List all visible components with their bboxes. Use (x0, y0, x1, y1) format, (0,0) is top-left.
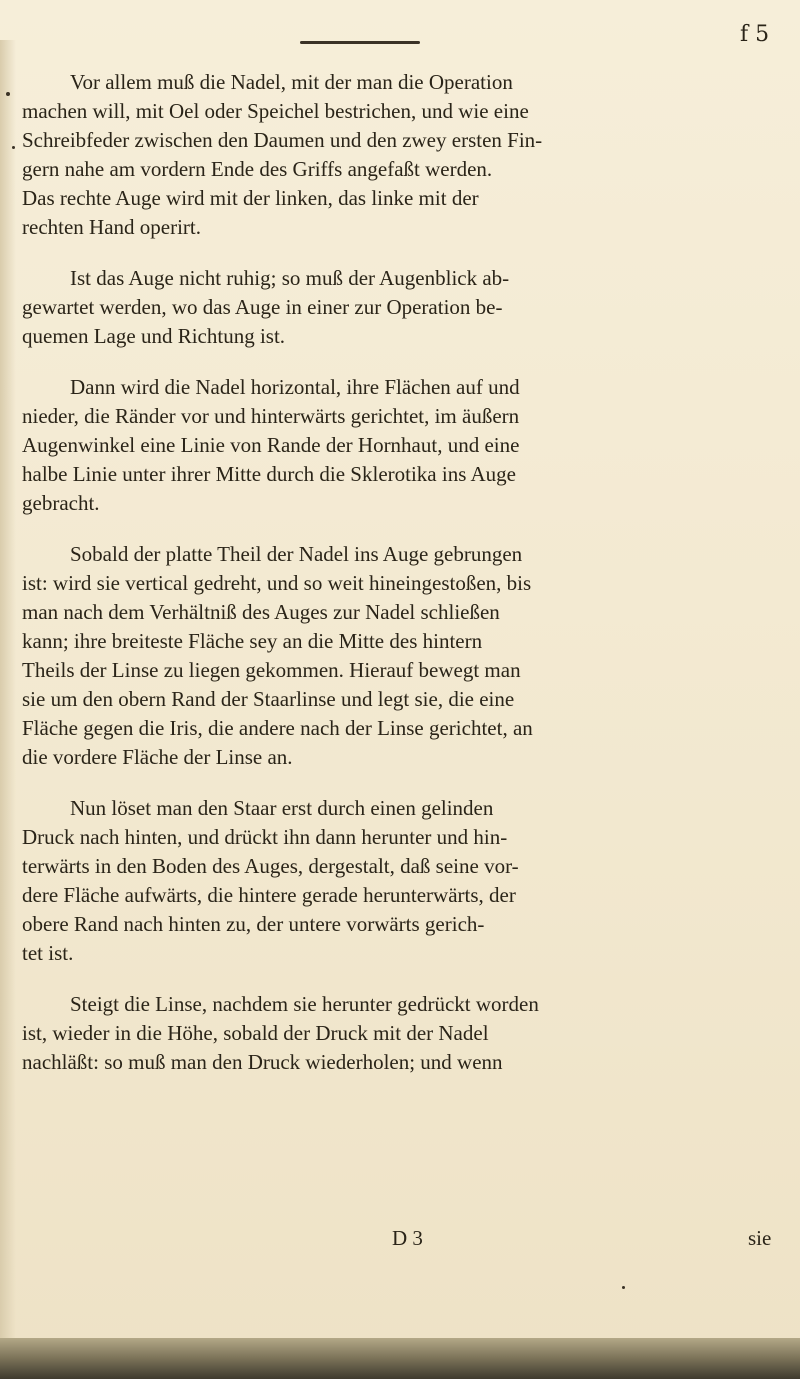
text-line: ist, wieder in die Höhe, sobald der Druck mit der Nadel (22, 1021, 489, 1045)
text-line: Steigt die Linse, nachdem sie herunter gedrückt worden (70, 992, 539, 1016)
text-line: dere Fläche aufwärts, die hintere gerade herunterwärts, der (22, 883, 516, 907)
paragraph (22, 373, 782, 518)
paragraph (22, 990, 782, 1077)
text-line: die vordere Fläche der Linse an. (22, 745, 293, 769)
paragraph (22, 264, 782, 351)
text-line: quemen Lage und Richtung ist. (22, 324, 286, 348)
text-line: ist: wird sie vertical gedreht, und so weit hineingestoßen, bis (22, 571, 532, 595)
text-line: man nach dem Verhältniß des Auges zur Nadel schließen (22, 600, 500, 624)
page-gutter-shadow (0, 40, 16, 1360)
ink-speck (12, 146, 15, 149)
text-line: Ist das Auge nicht ruhig; so muß der Augenblick ab- (70, 266, 510, 290)
text-line: Das rechte Auge wird mit der linken, das linke mit der (22, 186, 479, 210)
text-line: obere Rand nach hinten zu, der untere vorwärts gerich- (22, 912, 485, 936)
text-line: rechten Hand operirt. (22, 215, 202, 239)
text-line: Vor allem muß die Nadel, mit der man die Operation (70, 70, 513, 94)
text-line: machen will, mit Oel oder Speichel bestrichen, und wie eine (22, 99, 529, 123)
text-line: gewartet werden, wo das Auge in einer zur Operation be- (22, 295, 503, 319)
text-line: Fläche gegen die Iris, die andere nach der Linse gerichtet, an (22, 716, 533, 740)
text-line: Sobald der platte Theil der Nadel ins Auge gebrungen (70, 542, 523, 566)
paragraph (22, 794, 782, 968)
ink-speck (622, 1286, 625, 1289)
text-line: halbe Linie unter ihrer Mitte durch die Sklerotika ins Auge (22, 462, 516, 486)
text-line: Nun löset man den Staar erst durch einen gelinden (70, 796, 494, 820)
text-line: nachläßt: so muß man den Druck wiederholen; und wenn (22, 1050, 503, 1074)
page-number: f 5 (740, 22, 770, 47)
text-line: nieder, die Ränder vor und hinterwärts gerichtet, im äußern (22, 404, 520, 428)
text-line: gebracht. (22, 491, 100, 515)
paragraph (22, 540, 782, 772)
ink-speck (6, 92, 10, 96)
text-line: Dann wird die Nadel horizontal, ihre Flächen auf und (70, 375, 520, 399)
text-line: gern nahe am vordern Ende des Griffs angefaßt werden. (22, 157, 493, 181)
text-line: Augenwinkel eine Linie von Rande der Hornhaut, und eine (22, 433, 520, 457)
header-rule (300, 41, 420, 44)
page-bottom-edge (0, 1338, 800, 1379)
text-line: Theils der Linse zu liegen gekommen. Hierauf bewegt man (22, 658, 521, 682)
text-line: kann; ihre breiteste Fläche sey an die Mitte des hintern (22, 629, 483, 653)
text-line: tet ist. (22, 941, 74, 965)
signature-mark: D 3 (392, 1226, 423, 1250)
text-line: Schreibfeder zwischen den Daumen und den zwey ersten Fin- (22, 128, 543, 152)
text-line: Druck nach hinten, und drückt ihn dann herunter und hin- (22, 825, 508, 849)
catchword: sie (748, 1226, 772, 1250)
paragraph (22, 68, 782, 242)
text-line: sie um den obern Rand der Staarlinse und legt sie, die eine (22, 687, 515, 711)
text-line: terwärts in den Boden des Auges, dergestalt, daß seine vor- (22, 854, 519, 878)
body-text (22, 68, 782, 1099)
